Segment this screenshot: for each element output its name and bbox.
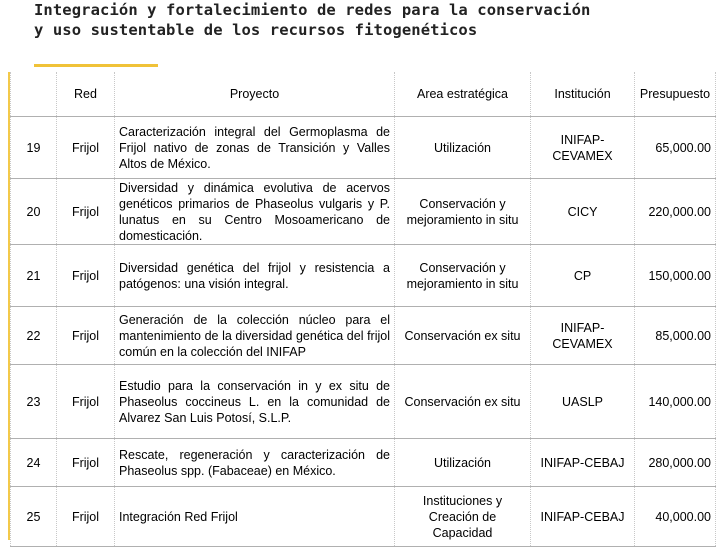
title-accent-line: [34, 64, 158, 67]
row-area: Utilización: [395, 439, 531, 487]
row-num: 25: [11, 487, 57, 547]
row-institucion: UASLP: [531, 365, 635, 439]
row-red: Frijol: [57, 117, 115, 179]
slide-title: Integración y fortalecimiento de redes para la conservación y uso sustentable de los recursos fitogenéticos: [34, 1, 591, 39]
row-area: Utilización: [395, 117, 531, 179]
row-institucion: CICY: [531, 179, 635, 245]
row-proyecto: Diversidad genética del frijol y resistencia a patógenos: una visión integral.: [115, 245, 395, 307]
row-institucion: INIFAP-CEBAJ: [531, 487, 635, 547]
row-num: 21: [11, 245, 57, 307]
row-institucion: INIFAP-CEVAMEX: [531, 117, 635, 179]
row-red: Frijol: [57, 179, 115, 245]
row-red: Frijol: [57, 365, 115, 439]
header-num: [11, 72, 57, 117]
row-red: Frijol: [57, 307, 115, 365]
header-proyecto: Proyecto: [115, 72, 395, 117]
row-presupuesto: 140,000.00: [635, 365, 716, 439]
row-area: Instituciones y Creación de Capacidad: [395, 487, 531, 547]
row-num: 23: [11, 365, 57, 439]
table-row: [11, 245, 716, 307]
row-proyecto: Integración Red Frijol: [115, 487, 395, 547]
table-row: [11, 117, 716, 179]
row-proyecto: Generación de la colección núcleo para el mantenimiento de la diversidad genética del frijol común en la colección del INIFAP: [115, 307, 395, 365]
row-institucion: CP: [531, 245, 635, 307]
table-header-row: [11, 72, 716, 117]
table-row: [11, 365, 716, 439]
row-area: Conservación y mejoramiento in situ: [395, 179, 531, 245]
row-proyecto: Caracterización integral del Germoplasma de Frijol nativo de zonas de Transición y Valles Altos de México.: [115, 117, 395, 179]
table-row: [11, 439, 716, 487]
row-presupuesto: 65,000.00: [635, 117, 716, 179]
row-presupuesto: 150,000.00: [635, 245, 716, 307]
row-area: Conservación ex situ: [395, 307, 531, 365]
row-num: 20: [11, 179, 57, 245]
row-institucion: INIFAP-CEVAMEX: [531, 307, 635, 365]
row-num: 22: [11, 307, 57, 365]
row-area: Conservación y mejoramiento in situ: [395, 245, 531, 307]
row-area: Conservación ex situ: [395, 365, 531, 439]
row-proyecto: Rescate, regeneración y caracterización de Phaseolus spp. (Fabaceae) en México.: [115, 439, 395, 487]
row-red: Frijol: [57, 487, 115, 547]
row-presupuesto: 85,000.00: [635, 307, 716, 365]
header-area: Area estratégica: [395, 72, 531, 117]
table-row: [11, 307, 716, 365]
row-presupuesto: 220,000.00: [635, 179, 716, 245]
table-row: [11, 179, 716, 245]
row-num: 19: [11, 117, 57, 179]
row-proyecto: Estudio para la conservación in y ex situ de Phaseolus coccineus L. en la comunidad de Alvarez San Luis Potosí, S.L.P.: [115, 365, 395, 439]
projects-table: [10, 72, 716, 547]
row-red: Frijol: [57, 245, 115, 307]
header-presupuesto: Presupuesto: [635, 72, 716, 117]
row-presupuesto: 280,000.00: [635, 439, 716, 487]
header-red: Red: [57, 72, 115, 117]
header-institucion: Institución: [531, 72, 635, 117]
table-row: [11, 487, 716, 547]
row-proyecto: Diversidad y dinámica evolutiva de acervos genéticos primarios de Phaseolus vulgaris y P. lunatus en su Centro Mosoamericano de domesticación.: [115, 179, 395, 245]
row-red: Frijol: [57, 439, 115, 487]
row-institucion: INIFAP-CEBAJ: [531, 439, 635, 487]
row-num: 24: [11, 439, 57, 487]
row-presupuesto: 40,000.00: [635, 487, 716, 547]
